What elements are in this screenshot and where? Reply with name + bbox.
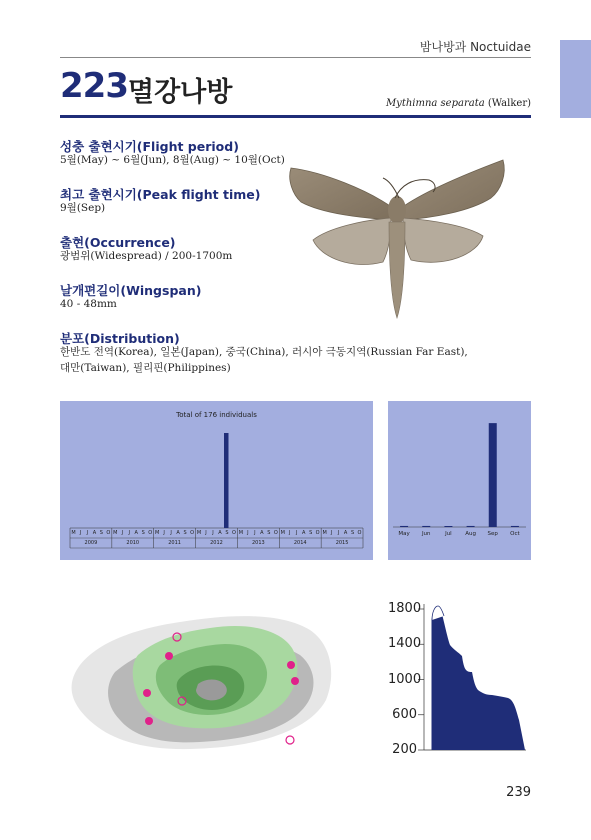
month-tick-label: O [315,530,320,536]
scientific-name [386,98,531,109]
month-tick-label: O [190,530,195,536]
section-value-distribution-2: 대만(Taiwan), 필리핀(Philippines) [60,362,231,374]
month-tick-label: S [141,530,145,536]
distribution-map [60,600,345,765]
month-tick-label: J [254,530,256,536]
month-tick-label: S [309,530,313,536]
month-tick-label: J [247,530,249,536]
month-tick-label: S [99,530,103,536]
month-tick-label: M [155,530,160,536]
month-label: May [398,531,410,537]
month-tick-label: A [176,530,180,536]
moth-image [283,150,508,325]
year-tick-label: 2010 [126,540,140,546]
month-tick-label: J [288,530,291,536]
month-tick-label: A [343,530,348,536]
month-tick-label: M [238,530,244,536]
section-value-peak: 9월(Sep) [60,202,106,214]
page-number: 239 [506,785,531,800]
month-label: Aug [465,531,476,537]
year-tick-label: 2015 [335,540,349,546]
month-tick-label: A [134,530,138,536]
monthly-chart [388,401,531,560]
section-value-wingspan: 40 - 48mm [60,298,117,310]
elevation-tick-label: 1000 [388,671,422,687]
elevation-tick-label: 1800 [388,601,422,616]
year-tick-label: 2009 [84,540,98,546]
month-tick-label: A [92,530,97,536]
section-heading-distribution: 분포(Distribution) [60,331,180,346]
header-rule [60,57,531,58]
elevation-labels [388,600,531,760]
month-tick-label: J [170,530,172,536]
month-tick-label: M [280,530,285,536]
elevation-tick-label: 1400 [388,636,422,652]
month-tick-label: O [106,530,111,536]
section-heading-wingspan: 날개편길이(Wingspan) [60,283,202,298]
side-tab [560,40,591,118]
month-tick-label: M [196,530,202,536]
month-tick-label: J [212,530,214,536]
species-number: 223 [60,66,128,106]
korean-name: 멸강나방 [128,77,233,108]
month-tick-label: S [183,530,187,536]
title-rule [60,115,531,118]
month-tick-label: J [337,530,340,536]
scientific-italic: Mythimna separata [385,98,485,109]
month-tick-label: J [128,530,131,536]
month-tick-label: M [322,530,327,536]
section-heading-peak: 최고 출현시기(Peak flight time) [60,187,261,202]
month-tick-label: O [231,530,236,536]
month-tick-label: J [295,530,298,536]
month-tick-label: J [205,530,207,536]
monthly-label-row [388,401,531,560]
year-tick-row [60,401,373,560]
month-label: Jul [445,531,452,537]
elevation-tick-label: 600 [392,706,417,722]
month-tick-label: O [273,530,278,536]
section-value-distribution: 한반도 전역(Korea), 일본(Japan), 중국(China), 러시아 극동지역(Russian Far East), [60,346,468,358]
month-tick-label: A [218,530,222,536]
month-tick-label: M [71,530,76,536]
section-heading-flight-period: 성충 출현시기(Flight period) [60,139,239,154]
month-tick-label: M [113,530,118,536]
month-tick-label: S [225,530,229,536]
month-label: Sep [487,531,498,537]
month-tick-label: A [301,530,306,536]
month-tick-label: S [267,530,271,536]
section-heading-occurrence: 출현(Occurrence) [60,235,176,250]
year-tick-label: 2012 [210,540,223,546]
yearly-chart [60,401,373,560]
month-tick-label: J [121,530,124,536]
month-tick-label: S [350,530,355,536]
month-tick-label: J [330,530,333,536]
month-tick-label: J [79,530,82,536]
month-tick-label: A [260,530,264,536]
family-label: 밤나방과 Noctuidae [419,40,531,54]
section-value-flight-period: 5월(May) ~ 6월(Jun), 8월(Aug) ~ 10월(Oct) [60,154,285,166]
month-label: Oct [510,531,520,537]
month-tick-label: O [357,530,362,536]
author: (Walker) [484,98,531,109]
section-value-occurrence: 광범위(Widespread) / 200-1700m [60,250,233,262]
elevation-tick-label: 200 [392,742,417,757]
year-tick-label: 2013 [251,540,265,546]
month-label: Jun [421,531,431,537]
month-tick-label: O [148,530,153,536]
year-tick-label: 2011 [168,540,181,546]
month-tick-label: J [163,530,165,536]
year-tick-label: 2014 [293,540,307,546]
chart-title: Total of 176 individuals [176,411,257,419]
month-tick-label: J [86,530,89,536]
